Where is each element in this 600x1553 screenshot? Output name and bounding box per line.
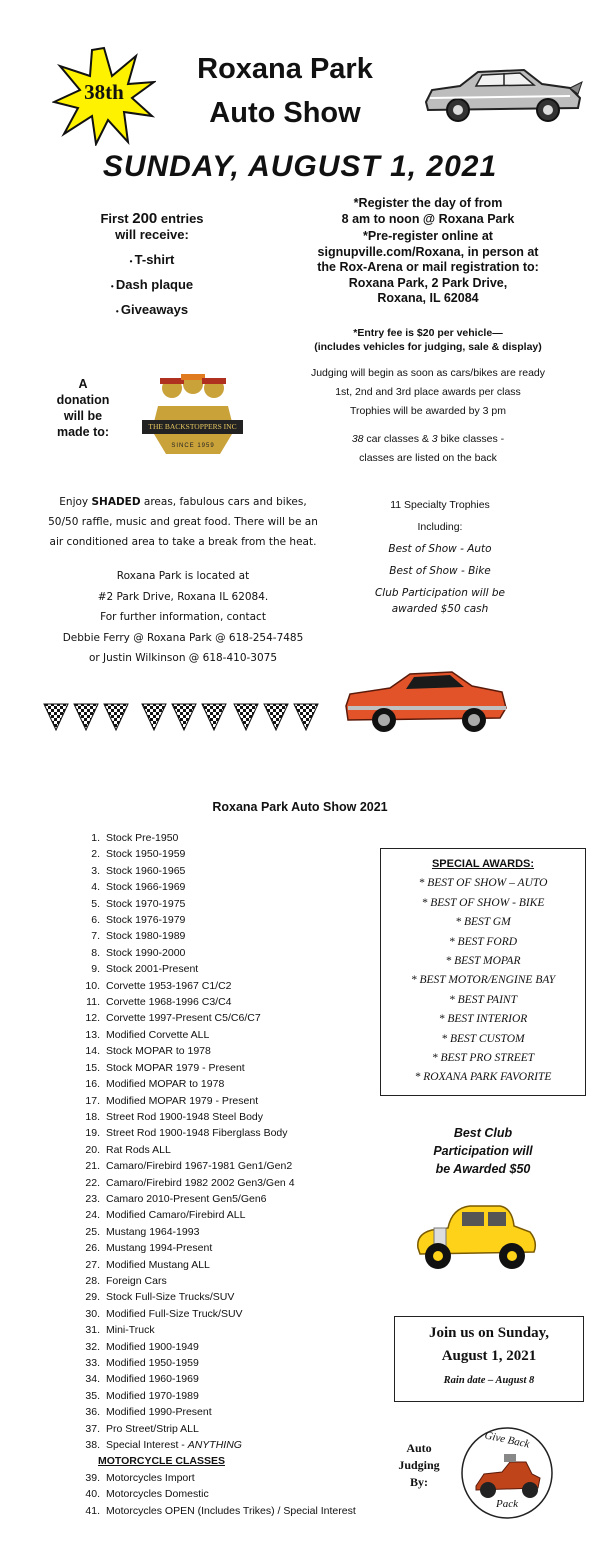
class-label: Corvette 1997-Present C5/C6/C7 xyxy=(106,1012,261,1025)
enjoy-line: air conditioned area to take a break from the heat. xyxy=(49,536,317,548)
class-number: 20. xyxy=(85,1143,100,1156)
class-label: Stock 1976-1979 xyxy=(106,914,186,927)
class-number: 35. xyxy=(85,1389,100,1402)
list-item xyxy=(78,1093,378,1109)
donation-line: will be xyxy=(63,409,103,423)
class-number: 4. xyxy=(91,881,100,894)
contact-line: or Justin Wilkinson @ 618-410-3075 xyxy=(88,652,278,664)
title-line-1: Roxana Park xyxy=(197,53,373,85)
class-number: 12. xyxy=(85,1012,100,1025)
class-number: 13. xyxy=(85,1028,100,1041)
class-number: 10. xyxy=(85,979,100,992)
class-label: Camaro/Firebird 1967-1981 Gen1/Gen2 xyxy=(106,1160,293,1173)
judging-info xyxy=(262,364,594,421)
list-item xyxy=(78,1503,378,1519)
give-back-top: Give Back xyxy=(483,1429,531,1451)
class-number: 9. xyxy=(91,963,100,976)
registration-line: *Pre-register online at xyxy=(363,229,493,243)
classic-car-image xyxy=(420,58,585,128)
class-number: 18. xyxy=(85,1110,100,1123)
class-number: 8. xyxy=(91,946,100,959)
list-item xyxy=(78,830,378,846)
class-number: 29. xyxy=(85,1291,100,1304)
award-item: * BEST GM xyxy=(455,916,511,929)
contact-line: Debbie Ferry @ Roxana Park @ 618-254-7485 xyxy=(62,631,304,644)
specialty-line: Club Participation will be xyxy=(374,587,506,599)
class-number: 14. xyxy=(85,1045,100,1058)
class-number: 32. xyxy=(85,1340,100,1353)
give-back-bottom: Pack xyxy=(496,1498,518,1510)
class-label: Motorcycles Domestic xyxy=(106,1488,209,1501)
enjoy-text xyxy=(18,492,348,552)
motorcycle-rows xyxy=(78,1470,378,1519)
judging-line: Trophies will be awarded by 3 pm xyxy=(349,405,507,417)
list-item xyxy=(78,1142,378,1158)
backstoppers-logo-text: THE BACKSTOPPERS INC xyxy=(148,422,237,431)
join-line-2: August 1, 2021 xyxy=(441,1348,537,1364)
class-number: 26. xyxy=(85,1242,100,1255)
class-label: Mini-Truck xyxy=(106,1324,155,1337)
registration-info xyxy=(268,196,588,307)
class-label: Pro Street/Strip ALL xyxy=(106,1422,199,1435)
class-label: Motorcycles OPEN (Includes Trikes) / Special Interest xyxy=(106,1504,356,1517)
specialty-line: awarded $50 cash xyxy=(391,603,489,615)
class-number: 7. xyxy=(91,930,100,943)
class-label: Modified MOPAR to 1978 xyxy=(106,1078,225,1091)
class-number: 37. xyxy=(85,1422,100,1435)
list-item xyxy=(78,1470,378,1486)
registration-line: the Rox-Arena or mail registration to: xyxy=(317,260,539,274)
award-item: * BEST OF SHOW - BIKE xyxy=(421,896,545,909)
list-item xyxy=(78,1060,378,1076)
award-item: * BEST PRO STREET xyxy=(431,1052,535,1065)
class-number: 33. xyxy=(85,1357,100,1369)
class-number: 38. xyxy=(85,1439,100,1452)
judging-by-line: Judging xyxy=(398,1458,440,1472)
class-label: Modified 1970-1989 xyxy=(106,1389,199,1402)
class-label: Stock 1990-2000 xyxy=(106,946,186,959)
class-label: Modified Corvette ALL xyxy=(106,1028,210,1041)
club-line: be Awarded $50 xyxy=(435,1162,531,1176)
class-number: 15. xyxy=(85,1061,100,1074)
award-item: * BEST OF SHOW – AUTO xyxy=(418,877,548,890)
page-title xyxy=(160,52,410,130)
list-item xyxy=(78,1388,378,1404)
class-number: 36. xyxy=(85,1406,100,1419)
list-item xyxy=(78,1371,378,1387)
class-number: 41. xyxy=(85,1504,100,1517)
class-label: Stock 1966-1969 xyxy=(106,881,186,894)
award-item: * ROXANA PARK FAVORITE xyxy=(414,1071,552,1084)
class-number: 17. xyxy=(85,1094,100,1107)
list-item xyxy=(78,978,378,994)
entry-fee xyxy=(262,326,594,354)
class-label: Corvette 1968-1996 C3/C4 xyxy=(106,996,232,1009)
class-label: Stock MOPAR to 1978 xyxy=(106,1045,211,1058)
specialty-line: 11 Specialty Trophies xyxy=(390,499,490,511)
class-number: 28. xyxy=(85,1274,100,1287)
club-line: Participation will xyxy=(433,1144,533,1158)
location-line: #2 Park Drive, Roxana IL 62084. xyxy=(97,590,269,603)
class-number: 21. xyxy=(85,1160,100,1173)
class-number: 31. xyxy=(85,1324,100,1337)
classes-note xyxy=(262,430,594,468)
class-number: 16. xyxy=(85,1078,100,1091)
backstoppers-since: SINCE 1959 xyxy=(171,443,215,449)
class-number: 27. xyxy=(85,1258,100,1271)
class-number: 34. xyxy=(85,1373,100,1386)
class-label: Street Rod 1900-1948 Fiberglass Body xyxy=(106,1127,288,1140)
award-item: * BEST FORD xyxy=(448,935,518,948)
list-item xyxy=(78,912,378,928)
yellow-hotrod-image xyxy=(408,1198,542,1274)
event-date: SUNDAY, AUGUST 1, 2021 xyxy=(102,150,498,183)
fee-line: *Entry fee is $20 per vehicle— xyxy=(353,327,503,339)
class-label: Stock 1950-1959 xyxy=(106,848,186,861)
checkered-pennants xyxy=(42,700,322,734)
location-line: Roxana Park is located at xyxy=(116,570,250,582)
class-number: 1. xyxy=(91,832,100,844)
award-item: * BEST INTERIOR xyxy=(438,1013,528,1026)
location-text xyxy=(18,566,348,669)
list-item xyxy=(78,863,378,879)
list-item xyxy=(78,1125,378,1141)
class-label: Mustang 1964-1993 xyxy=(106,1225,200,1238)
list-item xyxy=(78,1240,378,1256)
registration-line: Roxana Park, 2 Park Drive, xyxy=(348,275,508,290)
class-label: Modified Full-Size Truck/SUV xyxy=(106,1307,243,1320)
class-label: Stock Pre-1950 xyxy=(106,832,179,844)
class-rows xyxy=(78,830,378,1437)
fee-line: (includes vehicles for judging, sale & display) xyxy=(314,341,542,353)
entries-item: • Dash plaque xyxy=(110,277,194,292)
class-label: Motorcycles Import xyxy=(106,1471,195,1484)
list-item xyxy=(78,1109,378,1125)
class-label: Camaro 2010-Present Gen5/Gen6 xyxy=(106,1192,267,1205)
list-item xyxy=(78,846,378,862)
class-number: 25. xyxy=(85,1225,100,1238)
class-number: 30. xyxy=(85,1307,100,1320)
specialty-line: Including: xyxy=(417,521,463,533)
class-label: Stock 1960-1965 xyxy=(106,864,186,877)
list-item xyxy=(78,879,378,895)
list-item xyxy=(78,1306,378,1322)
class-label: Street Rod 1900-1948 Steel Body xyxy=(106,1110,264,1123)
list-item xyxy=(78,1404,378,1420)
classes-line-1: 38 car classes & 3 bike classes - xyxy=(351,433,505,445)
class-number: 22. xyxy=(85,1176,100,1189)
list-item xyxy=(78,1043,378,1059)
specialty-trophies-box xyxy=(334,482,546,640)
orange-camaro-image xyxy=(340,660,510,738)
class-number: 11. xyxy=(86,996,100,1009)
list-item xyxy=(78,1322,378,1338)
list-item xyxy=(78,1224,378,1240)
list-item xyxy=(78,961,378,977)
registration-line: 8 am to noon @ Roxana Park xyxy=(341,211,515,226)
list-item xyxy=(78,1355,378,1371)
list-item: 38. Special Interest - ANYTHING xyxy=(78,1437,378,1453)
enjoy-line: Enjoy SHADED areas, fabulous cars and bikes, xyxy=(59,496,307,508)
class-number: 5. xyxy=(91,897,100,910)
class-label: Modified Camaro/Firebird ALL xyxy=(106,1209,246,1222)
donation-line: made to: xyxy=(56,425,110,439)
anniversary-label: 38th xyxy=(84,80,124,104)
class-label: Camaro/Firebird 1982 2002 Gen3/Gen 4 xyxy=(106,1176,295,1189)
class-label: Stock 1980-1989 xyxy=(106,930,186,943)
registration-url: signupville.com/Roxana, in person at xyxy=(317,244,539,259)
class-number: 39. xyxy=(85,1471,100,1484)
list-item xyxy=(78,896,378,912)
list-item xyxy=(78,1339,378,1355)
location-line: For further information, contact xyxy=(100,611,266,623)
rain-date: Rain date – August 8 xyxy=(443,1375,535,1386)
class-label: Foreign Cars xyxy=(106,1274,167,1287)
list-item xyxy=(78,1273,378,1289)
list-item xyxy=(78,994,378,1010)
class-label: Modified MOPAR 1979 - Present xyxy=(106,1094,259,1107)
title-line-2: Auto Show xyxy=(209,97,361,129)
motorcycle-heading: MOTORCYCLE CLASSES xyxy=(98,1455,225,1468)
class-number: 6. xyxy=(91,914,100,927)
donation-line: donation xyxy=(56,393,110,407)
class-label: Stock Full-Size Trucks/SUV xyxy=(106,1291,235,1304)
entries-count: 200 xyxy=(132,210,158,227)
list-item xyxy=(78,1421,378,1437)
class-label: Modified 1900-1949 xyxy=(106,1340,199,1353)
class-label: Stock 1970-1975 xyxy=(106,897,186,910)
award-rows xyxy=(381,874,585,1087)
judging-by-line: By: xyxy=(410,1475,428,1489)
class-label: Mustang 1994-Present xyxy=(106,1242,213,1255)
give-back-pack-logo xyxy=(460,1426,554,1520)
club-participation xyxy=(398,1124,568,1178)
list-item xyxy=(78,1191,378,1207)
enjoy-line: 50/50 raffle, music and great food. There will be an xyxy=(48,516,318,528)
class-number: 3. xyxy=(91,864,100,877)
list-item xyxy=(78,1486,378,1502)
judging-by xyxy=(384,1440,454,1491)
list-item xyxy=(78,1010,378,1026)
class-label: Modified 1960-1969 xyxy=(106,1373,199,1386)
classes-line-2: classes are listed on the back xyxy=(359,452,497,464)
list-item xyxy=(78,1207,378,1223)
entries-line-1: First 200 entries xyxy=(100,210,204,227)
list-item xyxy=(78,1289,378,1305)
entries-box xyxy=(62,194,242,342)
judging-by-line: Auto xyxy=(406,1441,432,1455)
class-number: 19. xyxy=(85,1127,100,1140)
class-number: 2. xyxy=(91,848,100,861)
starburst-badge xyxy=(52,46,156,146)
class-label: Rat Rods ALL xyxy=(106,1143,171,1156)
award-item: * BEST CUSTOM xyxy=(441,1032,525,1045)
list-item xyxy=(78,1257,378,1273)
award-item: * BEST MOPAR xyxy=(445,955,521,968)
class-number: 24. xyxy=(85,1209,100,1222)
class-label: Stock MOPAR 1979 - Present xyxy=(106,1061,245,1074)
entries-item: • T-shirt xyxy=(129,252,175,267)
club-line: Best Club xyxy=(453,1126,513,1140)
list-item xyxy=(78,1027,378,1043)
class-label: Stock 2001-Present xyxy=(106,963,199,976)
list-item xyxy=(78,945,378,961)
award-item: * BEST MOTOR/ENGINE BAY xyxy=(410,974,556,987)
judging-line: 1st, 2nd and 3rd place awards per class xyxy=(335,386,521,398)
specialty-line: Best of Show - Bike xyxy=(389,565,491,577)
entries-item: • Giveaways xyxy=(115,302,189,317)
judging-line: Judging will begin as soon as cars/bikes are ready xyxy=(310,367,546,379)
class-number: 23. xyxy=(85,1192,100,1205)
list-item xyxy=(78,1076,378,1092)
registration-line: Roxana, IL 62084 xyxy=(377,291,479,305)
special-awards-box xyxy=(380,848,586,1096)
list-item xyxy=(78,1158,378,1174)
special-awards-title: SPECIAL AWARDS: xyxy=(431,858,535,870)
class-number: 40. xyxy=(85,1488,100,1501)
back-page-title: Roxana Park Auto Show 2021 xyxy=(212,800,388,814)
class-label: Corvette 1953-1967 C1/C2 xyxy=(106,979,232,992)
registration-line: *Register the day of from xyxy=(353,196,503,210)
donation-line: A xyxy=(78,377,88,391)
car-class-list xyxy=(78,830,378,1519)
donation-text xyxy=(40,376,126,440)
list-item xyxy=(78,928,378,944)
class-label: Modified 1990-Present xyxy=(106,1406,212,1419)
class-label: Modified 1950-1959 xyxy=(106,1357,199,1369)
list-item xyxy=(78,1175,378,1191)
class-label: Modified Mustang ALL xyxy=(106,1258,210,1271)
join-us-box xyxy=(394,1316,584,1402)
specialty-line: Best of Show - Auto xyxy=(388,543,492,555)
entries-line-2: will receive: xyxy=(115,227,189,242)
join-line-1: Join us on Sunday, xyxy=(428,1325,550,1341)
backstoppers-logo xyxy=(140,366,245,458)
award-item: * BEST PAINT xyxy=(449,993,517,1006)
